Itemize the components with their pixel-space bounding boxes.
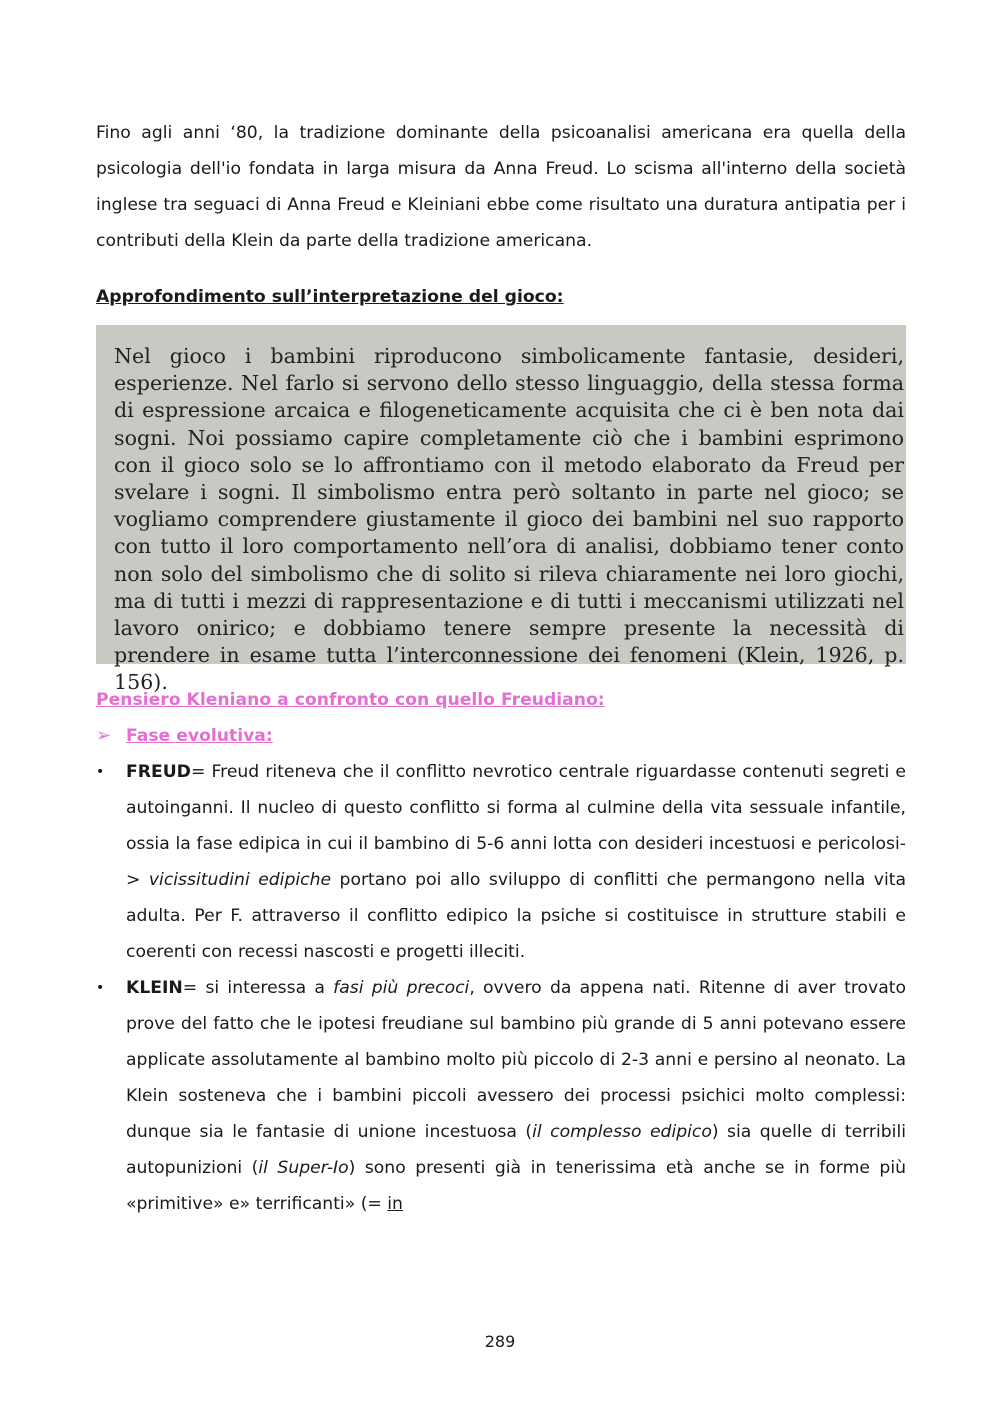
page-number: 289 bbox=[484, 1332, 516, 1351]
freud-term: FREUD bbox=[126, 762, 191, 782]
klein-italic-2: il complesso edipico bbox=[532, 1122, 712, 1142]
freud-text-part-1: = Freud riteneva che il conflitto nevrotico centrale riguardasse contenuti segreti e autoinganni. Il nucleo di questo conflitto si forma al culmine della vita sessuale infantile, ossia la fase edipica in cui il bambino di 5-6 anni lotta con desideri incestuosi e pericolosi-> bbox=[126, 762, 906, 890]
freud-text bbox=[126, 754, 906, 970]
intro-paragraph: Fino agli anni ‘80, la tradizione dominante della psicoanalisi americana era quella della psicologia dell'io fondata in larga misura da Anna Freud. Lo scisma all'interno della società inglese tra seguaci di Anna Freud e Kleiniani ebbe come risultato una duratura antipatia per i contributi della Klein da parte della tradizione americana. bbox=[96, 123, 906, 251]
klein-text bbox=[126, 970, 906, 1222]
freud-italic-1: vicissitudini edipiche bbox=[148, 870, 332, 890]
phase-row bbox=[96, 718, 906, 754]
play-interpretation-heading: Approfondimento sull’interpretazione del gioco: bbox=[96, 287, 564, 307]
klein-list-item bbox=[96, 970, 906, 1222]
klein-italic-1: fasi più precoci bbox=[333, 978, 470, 998]
klein-text-part-2: , ovvero da appena nati. Ritenne di aver trovato prove del fatto che le ipotesi freudiane sul bambino più grande di 5 anni potevano essere applicate assolutamente al bambino molto più piccolo di 2-3 anni e persino al neonato. La Klein sosteneva che i bambini piccoli avessero dei processi psichici molto complessi: dunque sia le fantasie di unione incestuosa ( bbox=[126, 978, 906, 1142]
comparison-heading: Pensiero Kleniano a confronto con quello Freudiano: bbox=[96, 690, 605, 710]
klein-underlined: in bbox=[387, 1194, 403, 1214]
freud-list-item bbox=[96, 754, 906, 970]
klein-term: KLEIN bbox=[126, 978, 183, 998]
arrow-bullet-icon: ➢ bbox=[96, 725, 112, 746]
klein-italic-3: il Super-Io bbox=[258, 1158, 349, 1178]
freud-text-part-2: portano poi allo sviluppo di conflitti che permangono nella vita adulta. Per F. attraverso il conflitto edipico la psiche si costituisce in strutture stabili e coerenti con recessi nascosti e progetti illeciti. bbox=[126, 870, 906, 962]
klein-text-part-4: ) sono presenti già in tenerissima età anche se in forme più «primitive» e» terrificanti» (= bbox=[126, 1158, 906, 1214]
klein-text-part-1: = si interessa a bbox=[182, 978, 334, 998]
page-body bbox=[96, 115, 906, 1222]
phase-label: Fase evolutiva: bbox=[126, 726, 273, 746]
bullet-dot-icon: • bbox=[96, 764, 105, 780]
quote-text: Nel gioco i bambini riproducono simbolicamente fantasie, desideri, esperienze. Nel farlo si servono dello stesso linguaggio, della stessa forma di espressione arcaica e filogeneticamente acquisita che ci è ben nota dai sogni. Noi possiamo capire completamente ciò che i bambini esprimono con il gioco solo se lo affrontiamo con il metodo elaborato da Freud per svelare i sogni. Il simbolismo entra però soltanto in parte nel gioco; se vogliamo comprendere giustamente il gioco dei bambini nel suo rapporto con tutto il loro comportamento nell’ora di analisi, dobbiamo tener conto non solo del simbolismo che di solito si rileva chiaramente nei loro giochi, ma di tutti i mezzi di rappresentazione e di tutti i meccanismi utilizzati nel lavoro onirico; e dobbiamo tenere sempre presente la necessità di prendere in esame tutta l’interconnessione dei fenomeni (Klein, 1926, p. 156). bbox=[114, 344, 904, 695]
bullet-dot-icon: • bbox=[96, 980, 105, 996]
quote-image-box bbox=[96, 325, 906, 695]
klein-text-part-3: ) sia quelle di terribili autopunizioni ( bbox=[126, 1122, 907, 1178]
